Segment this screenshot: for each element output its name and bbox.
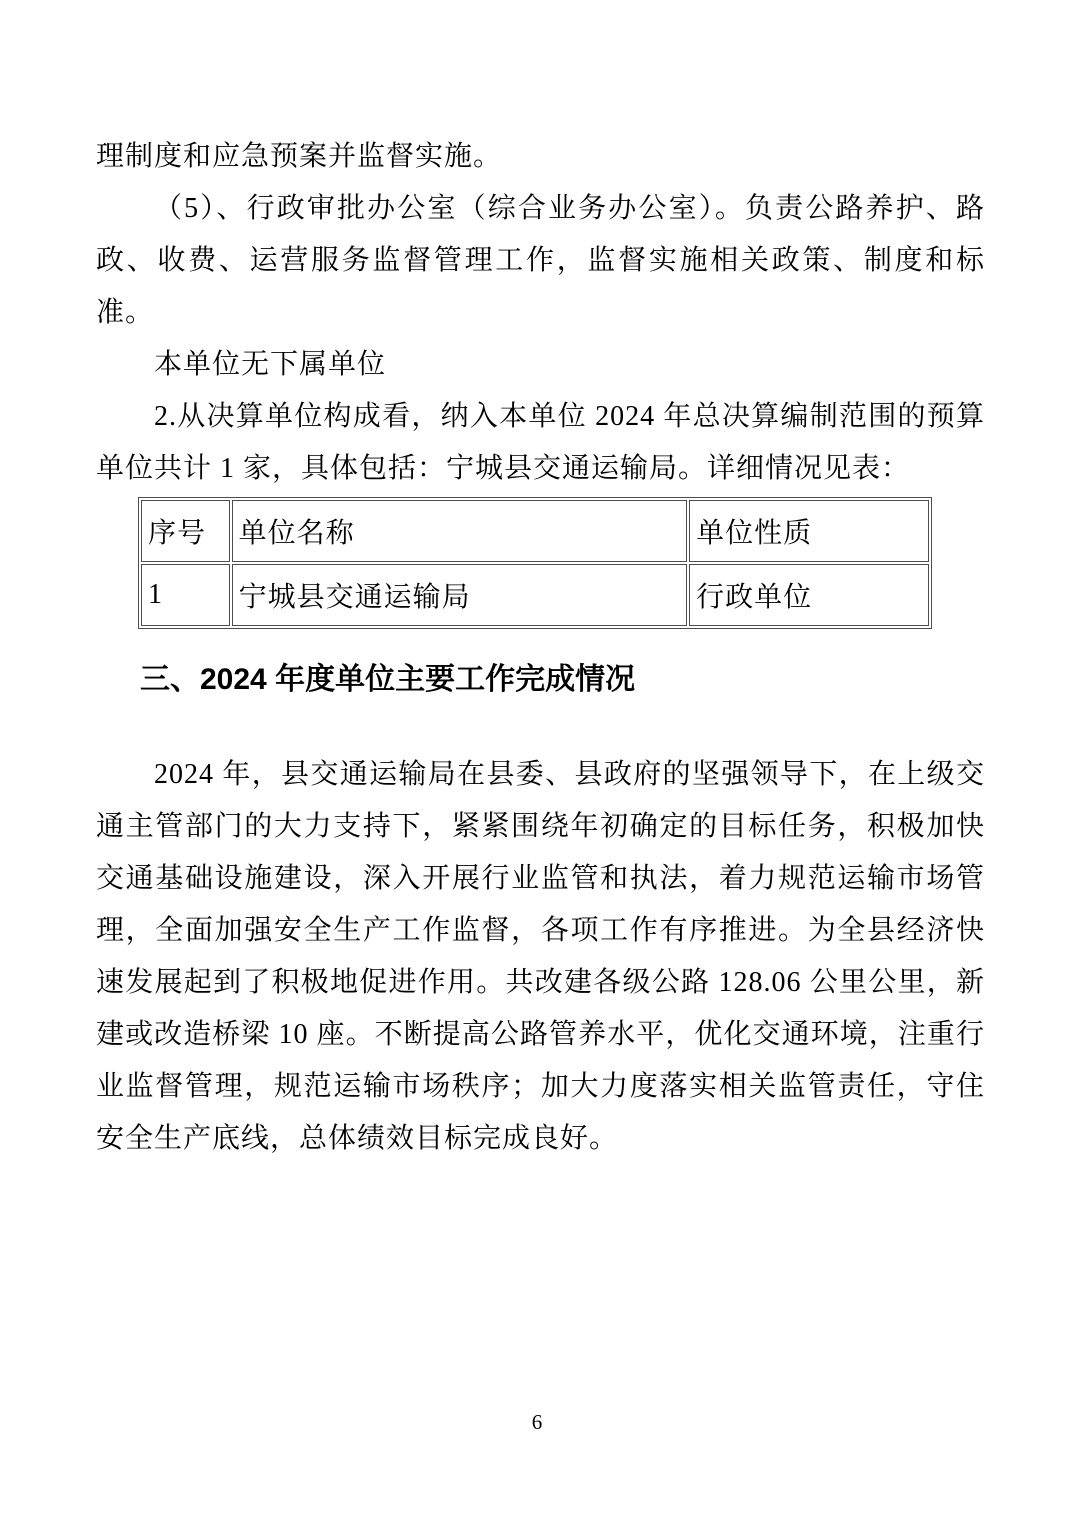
units-table-row [141,564,929,626]
document-body [96,131,985,1165]
section-heading: 三、2024 年度单位主要工作完成情况 [140,663,636,696]
units-table-cell-type: 行政单位 [689,564,929,626]
units-table-cell-seq: 1 [141,564,230,626]
paragraph-item-5: （5）、行政审批办公室（综合业务办公室）。负责公路养护、路政、收费、运营服务监督管理工作，监督实施相关政策、制度和标准。 [96,193,985,328]
paragraph-work-summary: 2024 年，县交通运输局在县委、县政府的坚强领导下，在上级交通主管部门的大力支持下，紧紧围绕年初确定的目标任务，积极加快交通基础设施建设，深入开展行业监管和执法，着力规范运输市场管理，全面加强安全生产工作监督，各项工作有序推进。为全县经济快速发展起到了积极地促进作用。共改建各级公路 128.06 公里公里，新建或改造桥梁 10 座。不断提高公路管养水平，优化交通环境，注重行业监督管理，规范运输市场秩序；加大力度落实相关监管责任，守住安全生产底线，总体绩效目标完成良好。 [96,759,985,1154]
section-body [96,749,985,1165]
paragraph-budget-units-intro: 2.从决算单位构成看，纳入本单位 2024 年总决算编制范围的预算单位共计 1 家，具体包括：宁城县交通运输局。详细情况见表： [96,401,985,484]
paragraph-no-subordinate-units: 本单位无下属单位 [154,349,387,380]
page-number: 6 [531,1410,543,1434]
units-table [138,497,932,629]
units-table-cell-name: 宁城县交通运输局 [232,564,687,626]
units-table-header-name: 单位名称 [232,500,687,562]
paragraph-continuation: 理制度和应急预案并监督实施。 [96,141,503,172]
units-table-header-type: 单位性质 [689,500,929,562]
units-table-header-row [141,500,929,562]
units-table-header-seq: 序号 [141,500,230,562]
